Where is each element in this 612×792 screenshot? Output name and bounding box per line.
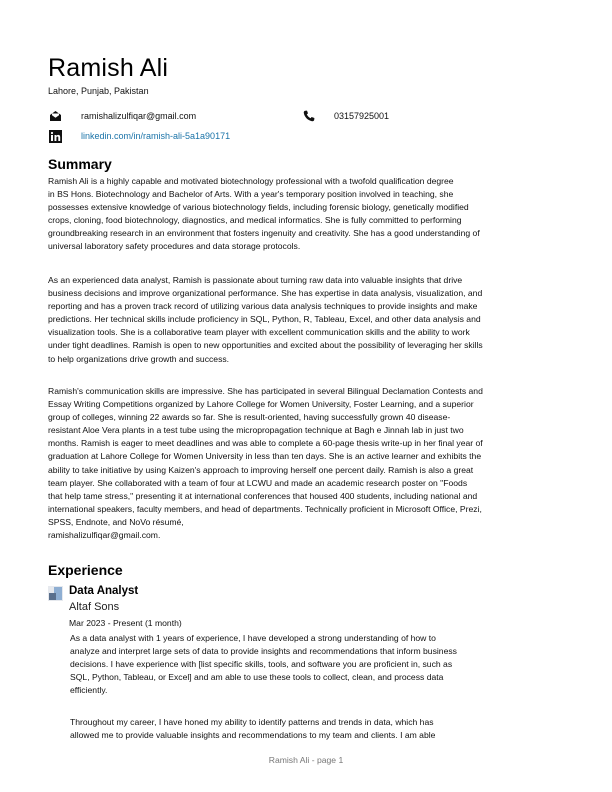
summary-paragraph-3 (48, 385, 556, 542)
email-address[interactable]: ramishalizulfiqar@gmail.com (81, 111, 197, 121)
text-line: to help organizations drive growth and success. (48, 353, 230, 364)
text-line: crops, cloning, food biotechnology, diagnostics, and medical informatics. She is fully committed to performing (48, 215, 462, 226)
text-line: ability to take initiative by using Kaizen's approach to improving herself one percent daily. Ramish is also a great (48, 464, 474, 475)
text-line: predictions. Her technical skills include proficiency in SQL, Python, R, Tableau, Excel, and other data analysis and (48, 314, 481, 325)
summary-paragraph-2 (48, 274, 556, 366)
phone-icon (302, 109, 316, 123)
text-line: Throughout my career, I have honed my ability to identify patterns and trends in data, which has (70, 717, 434, 727)
experience-heading: Experience (48, 562, 123, 578)
text-line: business decisions and improve organizational performance. She has expertise in data analysis, visualization, and (48, 288, 483, 299)
text-line: Ramish Ali is a highly capable and motivated biotechnology professional with a twofold qualification degree (48, 176, 454, 186)
text-line: ramishalizulfiqar@gmail.com. (48, 530, 161, 541)
summary-heading: Summary (48, 156, 112, 172)
text-line: As a data analyst with 1 years of experience, I have developed a strong understanding of how to (70, 633, 436, 643)
text-line: decisions. I have experience with [list specific skills, tools, and software you are proficient in, such as (70, 659, 453, 670)
text-line: SQL, Python, Tableau, or Excel] and am able to use these tools to collect, clean, and process data (70, 672, 444, 683)
text-line: graduation at Lahore College for Women University in less than ten days. She is an active learner and exhibits the (48, 451, 482, 462)
text-line: SPSS, Endnote, and NoVo résumé, (48, 516, 184, 527)
text-line: that help tame stress," presenting it at international conferences that housed 400 students, including national and (48, 490, 478, 501)
linkedin-icon (48, 129, 62, 143)
text-line: team player. She collaborated with a team of four at LCWU and made an academic research poster on "Foods (48, 477, 468, 488)
text-line: analyze and interpret large sets of data to provide insights and recommendations that inform business (70, 646, 457, 657)
text-line: international speakers, faculty members, and head of departments. Technically proficient in Microsoft Office, Prezi, (48, 503, 482, 514)
text-line: visualization tools. She is a collaborative team player with excellent communication skills and the ability to work (48, 327, 470, 338)
job-description-paragraph-1 (70, 632, 540, 697)
phone-contact (302, 109, 389, 123)
text-line: efficiently. (70, 685, 108, 696)
text-line: group of colleges, winning 22 awards so far. She is result-oriented, having successfully grown 40 disease- (48, 412, 451, 423)
job-dates: Mar 2023 - Present (1 month) (69, 618, 182, 628)
phone-number[interactable]: 03157925001 (334, 111, 390, 121)
text-line: groundbreaking research in an environment that fosters ingenuity and creativity. She has a good understanding of (48, 228, 480, 239)
text-line: allowed me to provide valuable insights and recommendations to my team and clients. I am able (70, 730, 436, 741)
text-line: possesses extensive knowledge of various biotechnology fields, including forensic biology, genetically modified (48, 202, 469, 213)
job-title: Data Analyst (69, 585, 139, 597)
text-line: Ramish's communication skills are impressive. She has participated in several Bilingual Declamation Contests and (48, 386, 483, 396)
text-line: Essay Writing Competitions organized by Lahore College for Women University, Foster Learning, and a superior (48, 399, 474, 410)
candidate-location: Lahore, Punjab, Pakistan (48, 86, 149, 96)
text-line: resistant Aloe Vera plants in a test tube using the micropropagation technique at Bagh e Jinnah lab in just two (48, 425, 464, 436)
email-contact (48, 109, 196, 123)
company-logo-icon (48, 586, 63, 601)
linkedin-contact (48, 129, 230, 143)
text-line: in BS Hons. Biotechnology and Bachelor of Arts. With a year's temporary position involved in teaching, she (48, 189, 454, 200)
job-description-paragraph-2 (70, 716, 540, 742)
text-line: under tight deadlines. Ramish is open to new opportunities and excited about the possibility of leveraging her skills (48, 340, 483, 351)
summary-paragraph-1 (48, 175, 556, 254)
page-footer: Ramish Ali - page 1 (268, 755, 344, 765)
linkedin-link[interactable]: linkedin.com/in/ramish-ali-5a1a90171 (81, 131, 231, 141)
text-line: months. Ramish is eager to meet deadlines and was able to complete a 60-page thesis write-up in her final year of (48, 438, 483, 449)
text-line: universal laboratory safety procedures and data storage protocols. (48, 241, 301, 252)
envelope-icon (48, 109, 62, 123)
text-line: reporting and has a proven track record of utilizing various data analysis techniques to provide insights and make (48, 301, 478, 312)
candidate-name: Ramish Ali (48, 54, 169, 82)
text-line: As an experienced data analyst, Ramish is passionate about turning raw data into valuable insights that drive (48, 275, 463, 285)
company-name: Altaf Sons (69, 601, 120, 613)
